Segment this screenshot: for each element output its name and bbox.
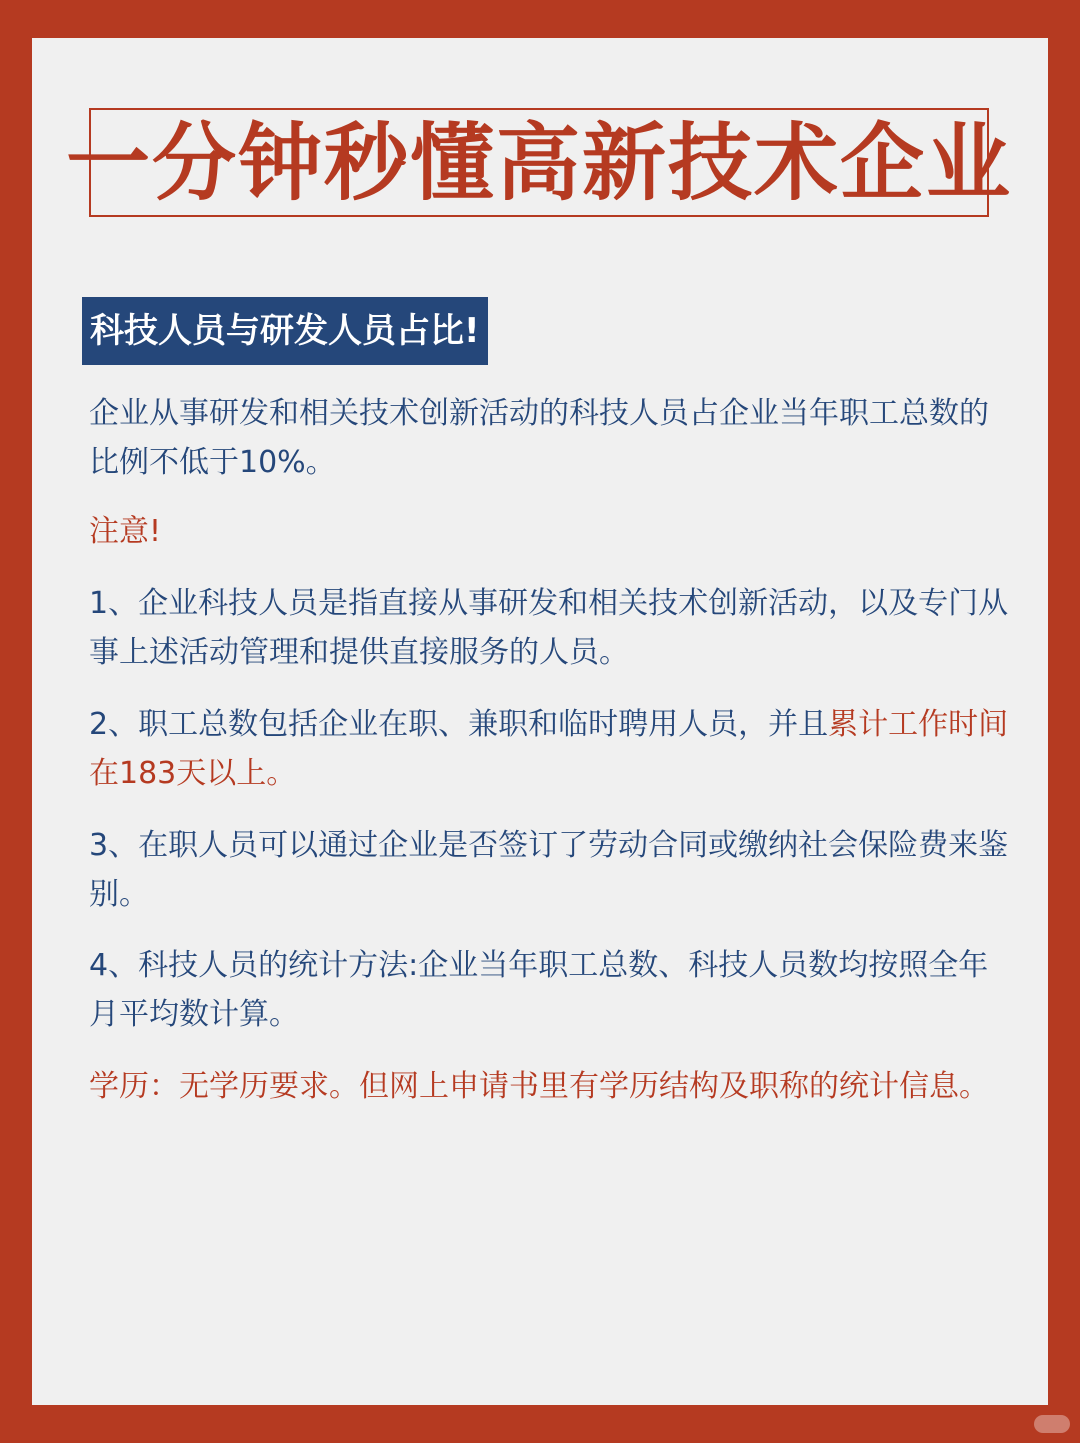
list-item-2-text: 2、职工总数包括企业在职、兼职和临时聘用人员，并且 xyxy=(89,707,829,742)
list-item-2 xyxy=(89,700,1009,798)
education-note: 学历：无学历要求。但网上申请书里有学历结构及职称的统计信息。 xyxy=(89,1069,989,1104)
watermark-logo xyxy=(1034,1415,1070,1433)
list-item-4: 4、科技人员的统计方法:企业当年职工总数、科技人员数均按照全年月平均数计算。 xyxy=(89,948,989,1032)
list-item-1: 1、企业科技人员是指直接从事研发和相关技术创新活动，以及专门从事上述活动管理和提供直接服务的人员。 xyxy=(89,586,1009,670)
title-box xyxy=(66,108,1013,217)
section-label: 科技人员与研发人员占比! xyxy=(82,297,488,365)
list-item-2-highlight: 累计工作时间在183天以上。 xyxy=(89,707,1009,791)
list-item-3: 3、在职人员可以通过企业是否签订了劳动合同或缴纳社会保险费来鉴别。 xyxy=(89,828,1009,912)
intro-paragraph: 企业从事研发和相关技术创新活动的科技人员占企业当年职工总数的比例不低于10%。 xyxy=(89,396,989,480)
notice-label: 注意! xyxy=(89,514,162,549)
page-title: 一分钟秒懂高新技术企业 xyxy=(66,113,1013,212)
content-card xyxy=(32,38,1048,1405)
